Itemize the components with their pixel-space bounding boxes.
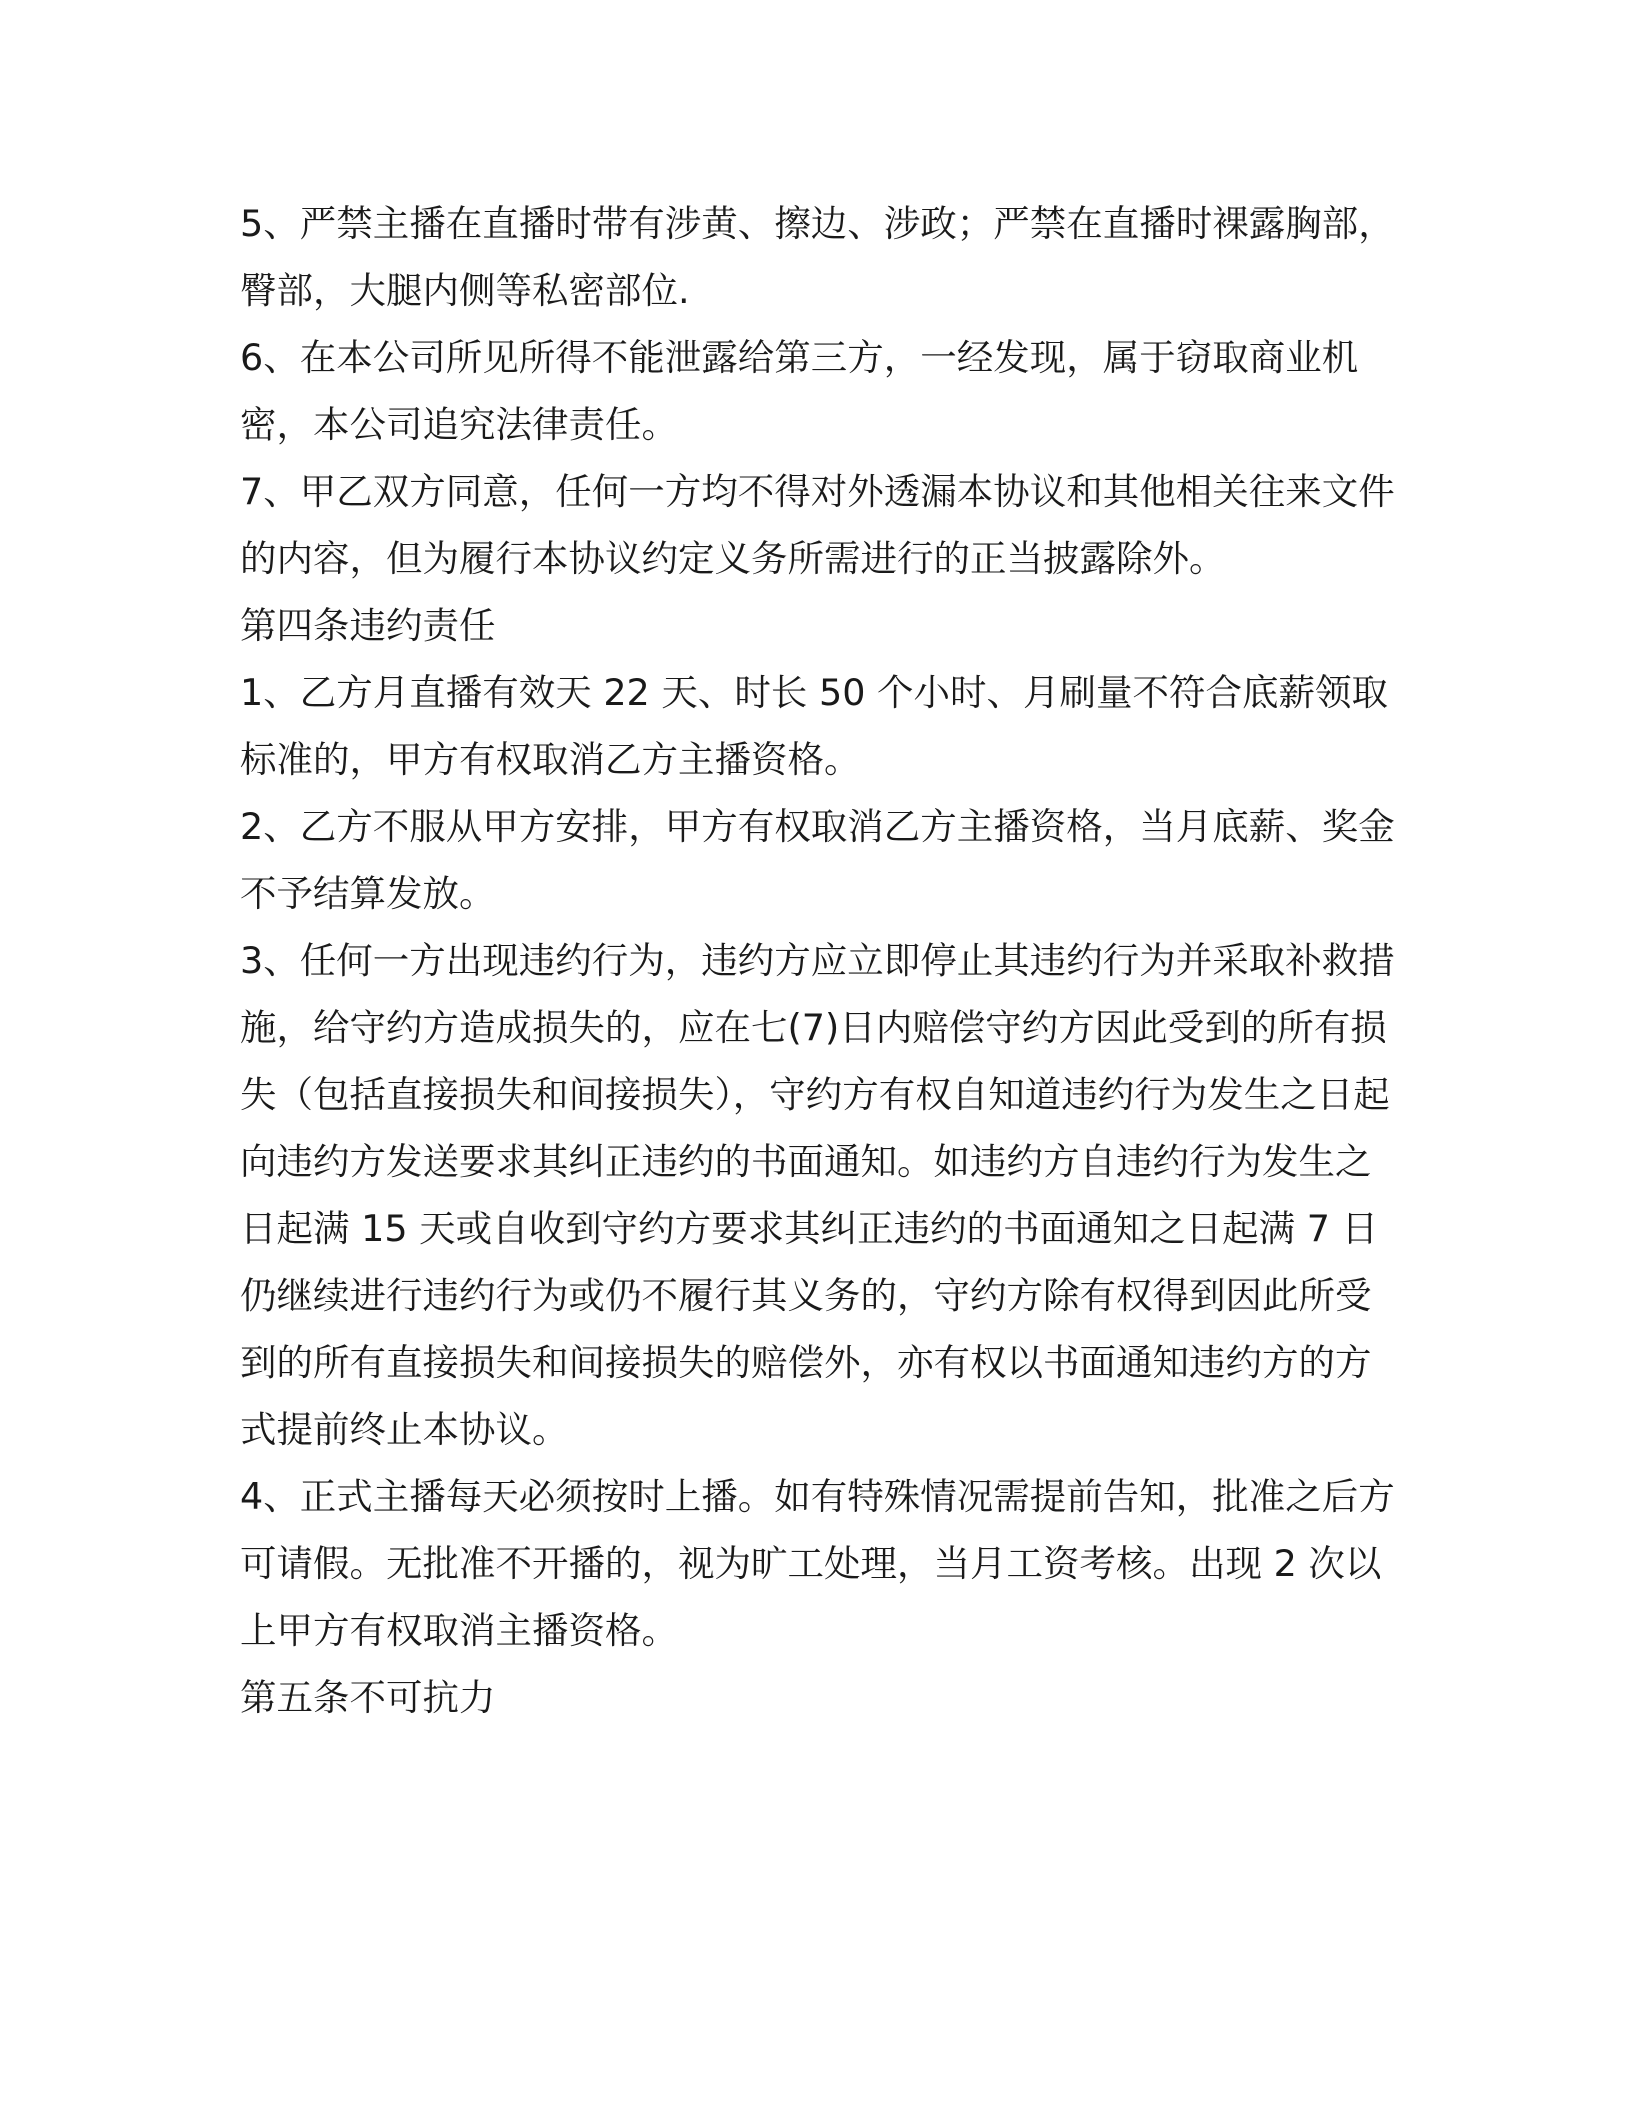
liability-clause-1: 1、乙方月直播有效天 22 天、时长 50 个小时、月刷量不符合底薪领取标准的，甲方有权取消乙方主播资格。 — [240, 671, 1389, 781]
liability-clause-4: 4、正式主播每天必须按时上播。如有特殊情况需提前告知，批准之后方可请假。无批准不开播的，视为旷工处理，当月工资考核。出现 2 次以上甲方有权取消主播资格。 — [240, 1475, 1395, 1652]
clause-7-non-disclosure: 7、甲乙双方同意，任何一方均不得对外透漏本协议和其他相关往来文件的内容，但为履行本协议约定义务所需进行的正当披露除外。 — [240, 470, 1395, 580]
liability-clause-3: 3、任何一方出现违约行为，违约方应立即停止其违约行为并采取补救措施，给守约方造成损失的，应在七(7)日内赔偿守约方因此受到的所有损失（包括直接损失和间接损失），守约方有权自知道违约行为发生之日起向违约方发送要求其纠正违约的书面通知。如违约方自违约行为发生之日起满 15 天或自收到守约方要求其纠正违约的书面通知之日起满 7 日仍继续进行违约行为或仍不履行其义务的，守约方除有权得到因此所受到的所有直接损失和间接损失的赔偿外，亦有权以书面通知违约方的方式提前终止本协议。 — [240, 939, 1395, 1451]
liability-clause-2: 2、乙方不服从甲方安排，甲方有权取消乙方主播资格，当月底薪、奖金不予结算发放。 — [240, 805, 1395, 915]
document-page — [240, 190, 1400, 1731]
section-heading-article-4: 第四条违约责任 — [240, 604, 496, 647]
clause-6-confidentiality: 6、在本公司所见所得不能泄露给第三方，一经发现，属于窃取商业机密，本公司追究法律责任。 — [240, 336, 1359, 446]
section-heading-article-5: 第五条不可抗力 — [240, 1676, 496, 1719]
clause-5-privacy: 5、严禁主播在直播时带有涉黄、擦边、涉政；严禁在直播时裸露胸部，臀部，大腿内侧等私密部位. — [240, 202, 1395, 312]
